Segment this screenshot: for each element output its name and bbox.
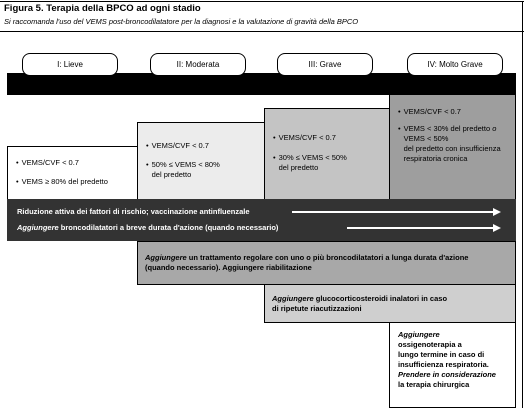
- stage4-criterion-5: respiratoria cronica: [403, 154, 468, 163]
- stage3-criterion-1: • VEMS/CVF < 0.7: [273, 133, 336, 142]
- treatment-vsevere-line-3: lungo termine in caso di: [398, 350, 485, 359]
- stage4-criterion-1: • VEMS/CVF < 0.7: [398, 107, 461, 116]
- stage2-criterion-2: 50% ≤ VEMS < 80%: [151, 160, 220, 169]
- treatment-vsevere-line-4: insufficienza respiratoria.: [398, 360, 489, 369]
- stage1-criterion-2: • VEMS ≥ 80% del predetto: [16, 177, 108, 186]
- treatment-moderate: [137, 241, 516, 285]
- header-rule: [0, 31, 524, 32]
- treatment-arrow-2: [347, 227, 495, 229]
- stage-label-1: I: Lieve: [22, 53, 118, 76]
- treatment-vsevere-line-6: la terapia chirurgica: [398, 380, 470, 389]
- treatment-arrow-1: [292, 211, 495, 213]
- stage2-criterion-3: del predetto: [151, 170, 192, 179]
- figure-subtitle: Si raccomanda l'uso del VEMS post-broncodilatatore per la diagnosi e la valutazione di gravità della BPCO: [4, 17, 359, 26]
- treatment-vsevere-line-2: ossigenoterapia a: [398, 340, 462, 349]
- treatment-all-stages: [7, 199, 516, 241]
- treatment-severe: [264, 284, 516, 323]
- treatment-arrow-2-head: [493, 224, 501, 232]
- treatment-all-line-1: Riduzione attiva dei fattori di rischio; vaccinazione antinfluenzale: [17, 207, 250, 216]
- frame-right-border: [522, 1, 523, 408]
- treatment-severe-line-2: di ripetute riacutizzazioni: [272, 304, 362, 313]
- stage3-criterion-2: 30% ≤ VEMS < 50%: [278, 153, 347, 162]
- treatment-vsevere-line-1: Aggiungere: [398, 330, 440, 339]
- stage-header-band: [7, 73, 516, 95]
- treatment-moderate-line-2: (quando necessario). Aggiungere riabilitazione: [145, 263, 312, 272]
- stage1-criteria-box: [7, 146, 138, 201]
- stage-label-4: IV: Molto Grave: [407, 53, 503, 76]
- stage1-criterion-1: • VEMS/CVF < 0.7: [16, 158, 79, 167]
- stage-label-2: II: Moderata: [150, 53, 246, 76]
- stage-label-3: III: Grave: [277, 53, 373, 76]
- stage3-criterion-3: del predetto: [278, 163, 319, 172]
- treatment-moderate-line-1: Aggiungere un trattamento regolare con uno o più broncodilatatori a lunga durata d'azione: [145, 253, 469, 262]
- stage4-criteria-box: • VEMS/CVF < 0.7 • VEMS < 30% del predetto o VEMS < 50% del predetto con insufficienza respiratoria cronica: [389, 84, 516, 201]
- figure-title: Figura 5. Terapia della BPCO ad ogni stadio: [4, 3, 201, 14]
- stage4-criterion-4: del predetto con insufficienza: [403, 144, 501, 153]
- stage4-criterion-2: VEMS < 30% del predetto o: [403, 124, 497, 133]
- treatment-vsevere-line-5: Prendere in considerazione: [398, 370, 496, 379]
- treatment-very-severe: [389, 322, 516, 408]
- treatment-severe-line-1: Aggiungere glucocorticosteroidi inalatori in caso: [272, 294, 448, 303]
- treatment-all-line-2: Aggiungere broncodilatatori a breve durata d'azione (quando necessario): [17, 223, 279, 232]
- top-rule: [0, 1, 524, 2]
- stage3-criteria-box: • VEMS/CVF < 0.7 • 30% ≤ VEMS < 50% del predetto: [264, 108, 390, 201]
- stage2-criteria-box: • VEMS/CVF < 0.7 • 50% ≤ VEMS < 80% del predetto: [137, 122, 265, 201]
- stage4-criterion-3: VEMS < 50%: [403, 134, 449, 143]
- stage2-criterion-1: • VEMS/CVF < 0.7: [146, 141, 209, 150]
- treatment-arrow-1-head: [493, 208, 501, 216]
